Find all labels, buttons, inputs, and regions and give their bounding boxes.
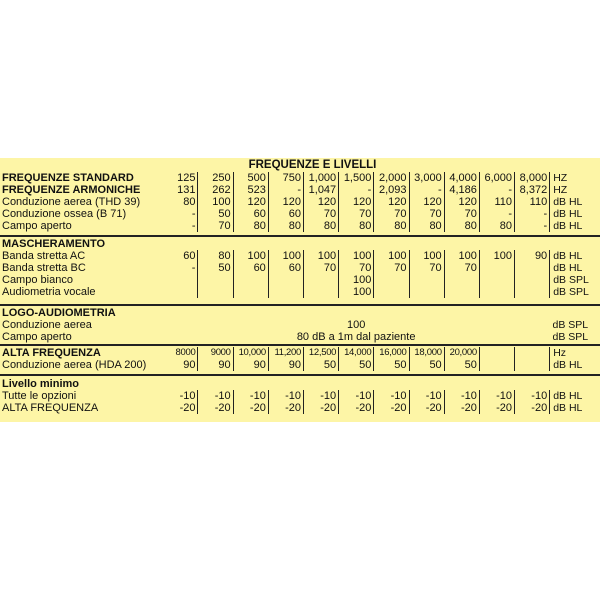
section-heading-row bbox=[0, 378, 600, 390]
data-cell: - bbox=[515, 208, 550, 220]
data-cell: 50 bbox=[198, 208, 233, 220]
data-cell: 50 bbox=[339, 359, 374, 371]
data-cell: 16,000 bbox=[374, 347, 409, 359]
data-cell: -20 bbox=[515, 402, 550, 414]
table-title: FREQUENZE E LIVELLI bbox=[248, 159, 377, 171]
section-heading: Livello minimo bbox=[2, 378, 80, 390]
data-cell: - bbox=[163, 220, 198, 232]
data-cell: 70 bbox=[374, 208, 409, 220]
data-cell: 3,000 bbox=[409, 172, 444, 184]
standard-frequencies-section bbox=[0, 172, 600, 232]
data-cell: 750 bbox=[268, 172, 303, 184]
data-cell bbox=[268, 274, 303, 286]
data-cell: 120 bbox=[374, 196, 409, 208]
data-cell: 2,093 bbox=[374, 184, 409, 196]
data-cell: 70 bbox=[303, 262, 338, 274]
data-cell: 4,000 bbox=[444, 172, 479, 184]
unit-cell: dB SPL bbox=[552, 319, 589, 331]
data-cell: 90 bbox=[198, 359, 233, 371]
data-cell bbox=[303, 274, 338, 286]
data-cell: 90 bbox=[268, 359, 303, 371]
data-cell: 80 bbox=[163, 196, 198, 208]
table-row bbox=[0, 319, 600, 331]
table-row bbox=[0, 390, 600, 402]
data-cell: 120 bbox=[233, 196, 268, 208]
unit-cell: HZ bbox=[553, 184, 568, 196]
data-cell bbox=[198, 286, 233, 298]
row-label: Conduzione aerea (THD 39) bbox=[2, 196, 141, 208]
data-cell: 100 bbox=[198, 196, 233, 208]
data-cell: 100 bbox=[303, 250, 338, 262]
data-cell bbox=[479, 359, 514, 371]
row-label: Campo aperto bbox=[2, 331, 72, 343]
row-label: FREQUENZE ARMONICHE bbox=[2, 184, 141, 196]
data-cell: 70 bbox=[339, 208, 374, 220]
data-cell: 100 bbox=[444, 250, 479, 262]
data-cell: 100 bbox=[479, 250, 514, 262]
data-cell: 110 bbox=[515, 196, 550, 208]
table-row bbox=[0, 402, 600, 414]
data-cell: 80 bbox=[479, 220, 514, 232]
data-cell: 70 bbox=[444, 262, 479, 274]
data-cell: 2,000 bbox=[374, 172, 409, 184]
data-cell: -10 bbox=[268, 390, 303, 402]
data-cell: 18,000 bbox=[409, 347, 444, 359]
section-heading-row bbox=[0, 238, 600, 250]
data-cell: 60 bbox=[268, 208, 303, 220]
data-cell: -10 bbox=[198, 390, 233, 402]
data-cell: 6,000 bbox=[479, 172, 514, 184]
data-cell: 60 bbox=[268, 262, 303, 274]
data-cell: 80 bbox=[304, 220, 339, 232]
row-label: FREQUENZE STANDARD bbox=[2, 172, 134, 184]
unit-cell: dB HL bbox=[553, 208, 583, 220]
row-label: Banda stretta AC bbox=[2, 250, 86, 262]
unit-cell: dB SPL bbox=[553, 274, 589, 286]
data-cell bbox=[515, 359, 550, 371]
data-cell: - bbox=[515, 220, 550, 232]
data-cell: -10 bbox=[444, 390, 479, 402]
data-cell: 100 bbox=[409, 250, 444, 262]
unit-cell: dB HL bbox=[553, 220, 583, 232]
data-cell: 20,000 bbox=[444, 347, 479, 359]
row-label: ALTA FREQUENZA bbox=[2, 402, 99, 414]
data-cell: -10 bbox=[409, 390, 444, 402]
data-cell: 8,372 bbox=[515, 184, 550, 196]
data-cell: -20 bbox=[479, 402, 514, 414]
table-row bbox=[0, 220, 600, 232]
data-cell: 500 bbox=[233, 172, 268, 184]
data-cell: 8,000 bbox=[515, 172, 550, 184]
data-cell: 50 bbox=[409, 359, 444, 371]
data-cell: -20 bbox=[304, 402, 339, 414]
data-cell: 60 bbox=[233, 262, 268, 274]
unit-cell: dB HL bbox=[553, 250, 583, 262]
unit-cell: dB HL bbox=[553, 359, 583, 371]
data-cell bbox=[303, 286, 338, 298]
data-cell: 523 bbox=[233, 184, 268, 196]
data-cell: 1,500 bbox=[339, 172, 374, 184]
spanning-value: 100 bbox=[346, 319, 366, 331]
unit-cell: dB HL bbox=[553, 196, 583, 208]
data-cell: 70 bbox=[409, 262, 444, 274]
row-label: Tutte le opzioni bbox=[2, 390, 77, 402]
data-cell: 100 bbox=[233, 250, 268, 262]
data-cell bbox=[444, 286, 479, 298]
data-cell: -20 bbox=[198, 402, 233, 414]
data-cell: 70 bbox=[444, 208, 479, 220]
data-cell: 80 bbox=[268, 220, 303, 232]
data-cell: 80 bbox=[233, 220, 268, 232]
data-cell bbox=[233, 274, 268, 286]
data-cell: 50 bbox=[444, 359, 479, 371]
data-cell bbox=[374, 274, 409, 286]
row-label: Banda stretta BC bbox=[2, 262, 86, 274]
table-row bbox=[0, 347, 600, 359]
data-cell: 100 bbox=[339, 274, 374, 286]
data-cell: 70 bbox=[198, 220, 233, 232]
data-cell: 12,500 bbox=[304, 347, 339, 359]
unit-cell: dB SPL bbox=[553, 286, 589, 298]
data-cell: 80 bbox=[339, 220, 374, 232]
data-cell: 120 bbox=[339, 196, 374, 208]
data-cell: 110 bbox=[479, 196, 514, 208]
unit-cell: dB HL bbox=[553, 402, 583, 414]
data-cell: - bbox=[163, 262, 198, 274]
data-cell bbox=[409, 286, 444, 298]
data-cell: 90 bbox=[163, 359, 198, 371]
data-cell: - bbox=[479, 184, 514, 196]
data-cell bbox=[198, 274, 233, 286]
table-row bbox=[0, 172, 600, 184]
data-cell: - bbox=[163, 208, 198, 220]
data-cell bbox=[479, 262, 514, 274]
table-row bbox=[0, 262, 600, 274]
data-cell bbox=[409, 274, 444, 286]
data-cell: - bbox=[339, 184, 374, 196]
data-cell bbox=[163, 274, 198, 286]
section-heading: MASCHERAMENTO bbox=[2, 238, 106, 250]
data-cell: 60 bbox=[163, 250, 198, 262]
data-cell: 100 bbox=[339, 286, 374, 298]
data-cell: -20 bbox=[444, 402, 479, 414]
data-cell bbox=[374, 286, 409, 298]
data-cell: 60 bbox=[233, 208, 268, 220]
data-cell: 70 bbox=[374, 262, 409, 274]
table-row bbox=[0, 184, 600, 196]
data-cell: -20 bbox=[163, 402, 198, 414]
data-cell: 70 bbox=[304, 208, 339, 220]
data-cell: -20 bbox=[339, 402, 374, 414]
data-cell: 11,200 bbox=[268, 347, 303, 359]
divider bbox=[0, 374, 600, 376]
data-cell: - bbox=[479, 208, 514, 220]
data-cell: -20 bbox=[233, 402, 268, 414]
data-cell bbox=[515, 286, 550, 298]
table-row bbox=[0, 359, 600, 371]
data-cell: 131 bbox=[163, 184, 198, 196]
data-cell: -10 bbox=[374, 390, 409, 402]
data-cell: 90 bbox=[515, 250, 550, 262]
data-cell: 1,047 bbox=[304, 184, 339, 196]
data-cell: -20 bbox=[268, 402, 303, 414]
table-row bbox=[0, 331, 600, 343]
data-cell: 10,000 bbox=[233, 347, 268, 359]
data-cell: 8000 bbox=[163, 347, 198, 359]
table-row bbox=[0, 208, 600, 220]
data-cell: 50 bbox=[198, 262, 233, 274]
data-cell: 50 bbox=[374, 359, 409, 371]
data-cell bbox=[163, 286, 198, 298]
data-cell: 120 bbox=[304, 196, 339, 208]
data-cell bbox=[479, 274, 514, 286]
data-cell: 100 bbox=[374, 250, 409, 262]
unit-cell: HZ bbox=[553, 172, 568, 184]
data-cell: 125 bbox=[163, 172, 198, 184]
row-label: Campo bianco bbox=[2, 274, 73, 286]
data-cell: -10 bbox=[515, 390, 550, 402]
data-cell: 120 bbox=[444, 196, 479, 208]
data-cell: 80 bbox=[409, 220, 444, 232]
divider bbox=[0, 344, 600, 346]
row-label: Audiometria vocale bbox=[2, 286, 96, 298]
high-frequency-section bbox=[0, 347, 600, 371]
data-cell: -20 bbox=[374, 402, 409, 414]
data-cell: 120 bbox=[409, 196, 444, 208]
data-cell bbox=[444, 274, 479, 286]
section-heading: LOGO-AUDIOMETRIA bbox=[2, 307, 116, 319]
divider bbox=[0, 304, 600, 306]
unit-cell: dB HL bbox=[553, 390, 583, 402]
data-cell: 80 bbox=[374, 220, 409, 232]
data-cell bbox=[479, 286, 514, 298]
data-cell: - bbox=[268, 184, 303, 196]
data-cell: 262 bbox=[198, 184, 233, 196]
data-cell bbox=[515, 274, 550, 286]
data-cell: 90 bbox=[233, 359, 268, 371]
data-cell: -10 bbox=[233, 390, 268, 402]
data-cell bbox=[479, 347, 514, 359]
unit-cell: dB SPL bbox=[552, 331, 589, 343]
data-cell: 4,186 bbox=[444, 184, 479, 196]
masking-section bbox=[0, 238, 600, 298]
table-row bbox=[0, 196, 600, 208]
data-cell bbox=[268, 286, 303, 298]
data-cell: 100 bbox=[268, 250, 303, 262]
table-row bbox=[0, 286, 600, 298]
logo-audiometry-section bbox=[0, 307, 600, 343]
data-cell: -10 bbox=[304, 390, 339, 402]
data-cell: 70 bbox=[339, 262, 374, 274]
spanning-value: 80 dB a 1m dal paziente bbox=[296, 331, 416, 343]
data-cell: 1,000 bbox=[304, 172, 339, 184]
minimum-level-section bbox=[0, 378, 600, 414]
row-label: ALTA FREQUENZA bbox=[2, 347, 101, 359]
data-cell: -10 bbox=[339, 390, 374, 402]
data-cell: 120 bbox=[268, 196, 303, 208]
row-label: Conduzione ossea (B 71) bbox=[2, 208, 127, 220]
data-cell: 14,000 bbox=[339, 347, 374, 359]
row-label: Campo aperto bbox=[2, 220, 72, 232]
data-cell: -10 bbox=[479, 390, 514, 402]
data-cell: 250 bbox=[198, 172, 233, 184]
table-row bbox=[0, 250, 600, 262]
data-cell bbox=[515, 347, 550, 359]
data-cell: 100 bbox=[339, 250, 374, 262]
data-cell: 80 bbox=[444, 220, 479, 232]
row-label: Conduzione aerea bbox=[2, 319, 92, 331]
row-label: Conduzione aerea (HDA 200) bbox=[2, 359, 147, 371]
data-cell: 70 bbox=[409, 208, 444, 220]
data-cell: 50 bbox=[304, 359, 339, 371]
data-cell: -20 bbox=[409, 402, 444, 414]
data-cell: -10 bbox=[163, 390, 198, 402]
unit-cell: Hz bbox=[553, 347, 567, 359]
data-cell: 80 bbox=[198, 250, 233, 262]
section-heading-row bbox=[0, 307, 600, 319]
data-cell bbox=[515, 262, 550, 274]
unit-cell: dB HL bbox=[553, 262, 583, 274]
table-row bbox=[0, 274, 600, 286]
data-cell: 9000 bbox=[198, 347, 233, 359]
divider bbox=[0, 235, 600, 237]
data-cell: - bbox=[409, 184, 444, 196]
data-cell bbox=[233, 286, 268, 298]
